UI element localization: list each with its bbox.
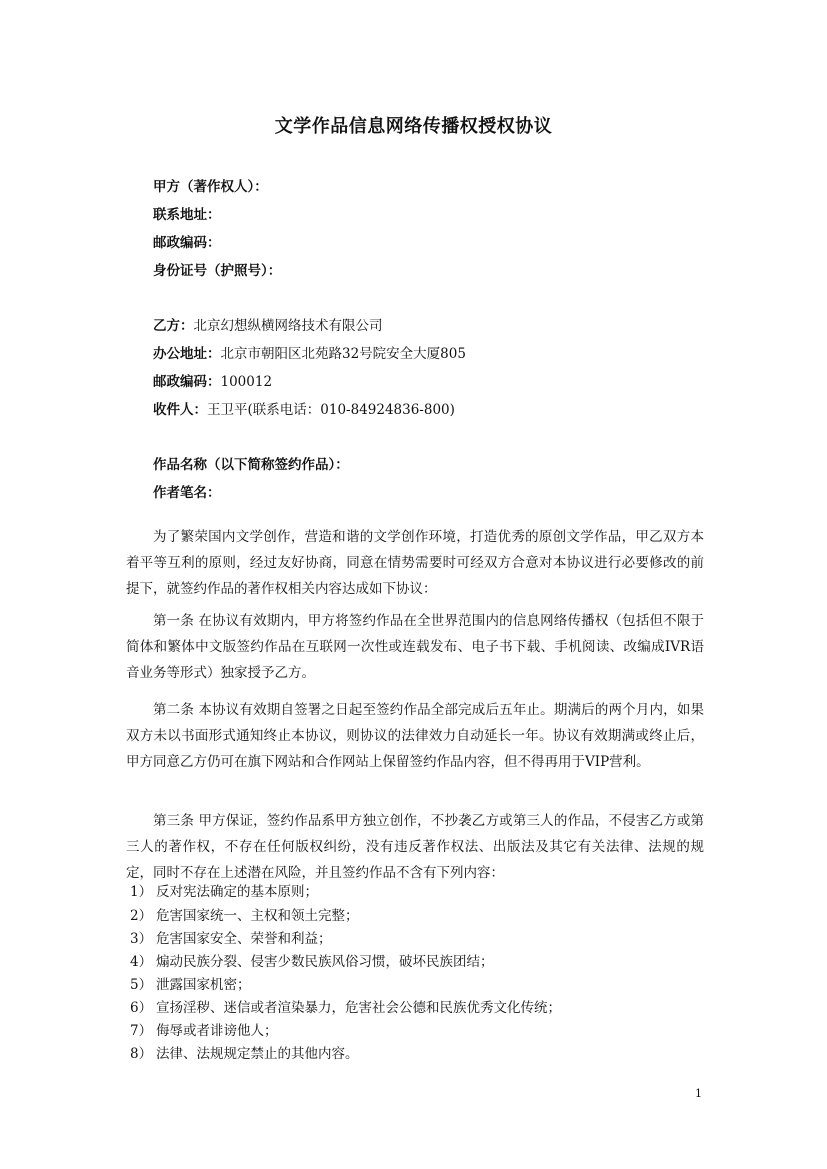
party-b-postcode-row: [153, 370, 272, 390]
party-b-address-value: 北京市朝阳区北苑路32号院安全大厦805: [220, 346, 466, 362]
party-b-postcode-label: 邮政编码：: [153, 374, 221, 390]
list-item: 6） 宣扬淫秽、迷信或者渲染暴力，危害社会公德和民族优秀文化传统；: [130, 1000, 561, 1016]
party-a-name-label: 甲方（著作权人）：: [153, 179, 268, 195]
party-b-name-value: 北京幻想纵横网络技术有限公司: [193, 318, 383, 334]
list-item: 5） 泄露国家机密；: [130, 977, 251, 993]
list-item: 1） 反对宪法确定的基本原则；: [130, 884, 318, 900]
document-title: 文学作品信息网络传播权授权协议: [274, 116, 553, 137]
party-a-postcode-row: [153, 231, 221, 251]
list-item: 4） 煽动民族分裂、侵害少数民族风俗习惯，破坏民族团结；: [130, 954, 494, 970]
work-name-row: [153, 453, 349, 473]
party-a-name-row: [153, 175, 268, 195]
party-a-postcode-label: 邮政编码：: [153, 235, 221, 251]
party-a-address-row: [153, 203, 221, 223]
party-b-recipient-row: [153, 398, 455, 418]
party-b-recipient-label: 收件人：: [153, 402, 207, 418]
pen-name-row: [153, 481, 221, 501]
party-b-name-row: [153, 314, 383, 334]
pen-name-label: 作者笔名：: [153, 485, 221, 501]
article-2-paragraph: 第二条 本协议有效期自签署之日起至签约作品全部完成后五年止。期满后的两个月内，如果双方未以书面形式通知终止本协议，则协议的法律效力自动延长一年。协议有效期满或终止后，甲方同意乙方仍可在旗下网站和合作网站上保留签约作品内容，但不得再用于VIP营利。: [126, 702, 704, 770]
party-b-address-row: [153, 342, 466, 362]
party-a-address-label: 联系地址：: [153, 207, 221, 223]
work-name-label: 作品名称（以下简称签约作品）：: [153, 457, 349, 473]
party-b-name-label: 乙方：: [153, 318, 194, 334]
list-item: 2） 危害国家统一、主权和领土完整；: [130, 908, 359, 924]
list-item: 7） 侮辱或者诽谤他人；: [130, 1023, 278, 1039]
page-number: 1: [695, 1087, 702, 1100]
party-a-id-label: 身份证号（护照号）：: [153, 263, 282, 279]
list-item: 3） 危害国家安全、荣誉和利益；: [130, 931, 332, 947]
party-a-id-row: [153, 259, 281, 279]
party-b-address-label: 办公地址：: [153, 346, 221, 362]
party-b-recipient-value: 王卫平(联系电话：010-84924836-800): [207, 402, 455, 418]
intro-paragraph: 为了繁荣国内文学创作，营造和谐的文学创作环境，打造优秀的原创文学作品，甲乙双方本着平等互利的原则，经过友好协商，同意在情势需要时可经双方合意对本协议进行必要修改的前提下，就签约作品的著作权相关内容达成如下协议：: [126, 529, 704, 597]
party-b-postcode-value: 100012: [220, 374, 273, 390]
article-3-paragraph: 第三条 甲方保证，签约作品系甲方独立创作，不抄袭乙方或第三人的作品，不侵害乙方或第三人的著作权，不存在任何版权纠纷，没有违反著作权法、出版法及其它有关法律、法规的规定，同时不存在上述潜在风险，并且签约作品不含有下列内容：: [126, 813, 704, 881]
article-1-paragraph: 第一条 在协议有效期内，甲方将签约作品在全世界范围内的信息网络传播权（包括但不限于简体和繁体中文版签约作品在互联网一次性或连载发布、电子书下载、手机阅读、改编成IVR语音业务等形式）独家授予乙方。: [126, 613, 704, 681]
list-item: 8） 法律、法规规定禁止的其他内容。: [130, 1046, 359, 1062]
